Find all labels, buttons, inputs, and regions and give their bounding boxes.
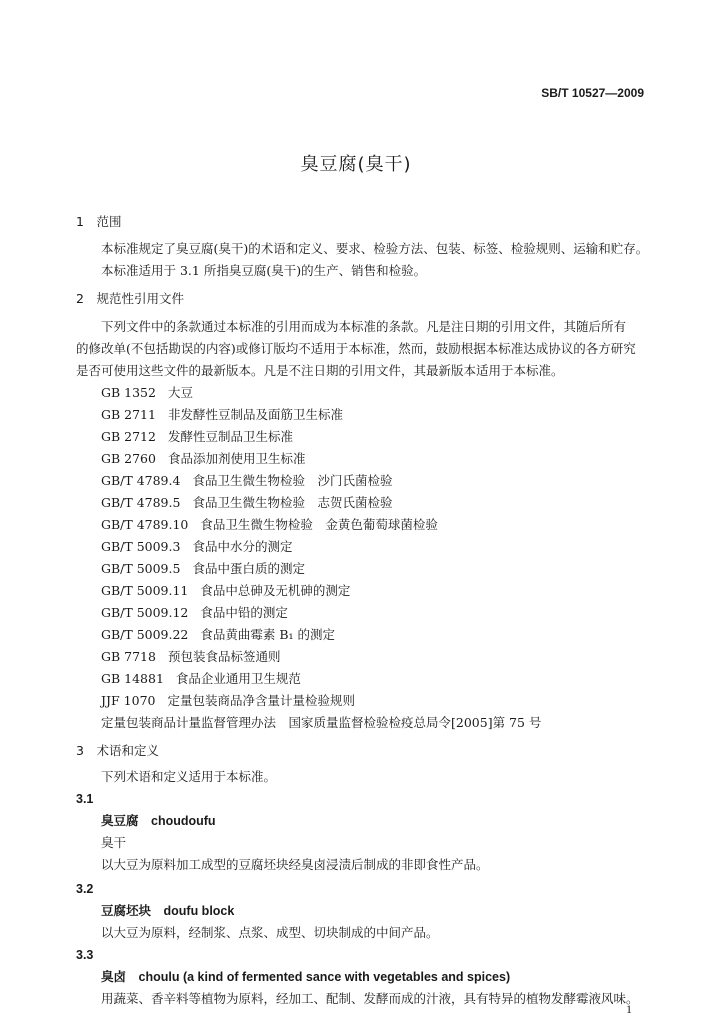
reference-code: JJF 1070	[101, 693, 156, 708]
scope-line-2: 本标准适用于 3.1 所指臭豆腐(臭干)的生产、销售和检验。	[101, 263, 427, 278]
reference-title: 食品卫生微生物检验 金黄色葡萄球菌检验	[200, 517, 438, 532]
reference-item	[101, 384, 193, 402]
reference-item	[101, 604, 288, 622]
reference-title: 食品卫生微生物检验 沙门氏菌检验	[192, 473, 393, 488]
reference-item	[101, 516, 438, 534]
reference-title: 食品添加剂使用卫生标准	[167, 451, 306, 466]
reference-item	[101, 670, 301, 688]
section-2-heading: 2 规范性引用文件	[76, 291, 184, 306]
reference-code: GB 2760	[101, 451, 156, 466]
reference-title: 定量包装商品净含量计量检验规则	[167, 693, 355, 708]
reference-code: GB 2712	[101, 429, 156, 444]
reference-code: GB 1352	[101, 385, 156, 400]
term-heading: 豆腐坯块 doufu block	[101, 904, 235, 918]
reference-title: 食品卫生微生物检验 志贺氏菌检验	[192, 495, 393, 510]
term-number: 3.3	[76, 948, 94, 962]
section-1-heading: 1 范围	[76, 214, 122, 229]
term-alias: 臭干	[101, 835, 127, 850]
reference-code: GB/T 4789.5	[101, 495, 181, 510]
terms-intro: 下列术语和定义适用于本标准。	[101, 769, 277, 784]
reference-title: 食品企业通用卫生规范	[175, 671, 301, 686]
reference-item	[101, 582, 350, 600]
standard-number: SB/T 10527—2009	[541, 86, 644, 100]
term-heading: 臭豆腐 choudoufu	[101, 814, 216, 828]
reference-title: 食品中蛋白质的测定	[192, 561, 305, 576]
reference-title: 食品中总砷及无机砷的测定	[200, 583, 351, 598]
reference-code: GB 2711	[101, 407, 156, 422]
term-number: 3.1	[76, 792, 94, 806]
reference-item	[101, 472, 392, 490]
reference-item	[101, 538, 292, 556]
reference-title: 食品中水分的测定	[192, 539, 293, 554]
normative-intro-line-2: 的修改单(不包括勘误的内容)或修订版均不适用于本标准，然而，鼓励根据本标准达成协议的各方研究	[76, 341, 636, 356]
reference-title: 非发酵性豆制品及面筋卫生标准	[167, 407, 343, 422]
reference-code: GB/T 5009.5	[101, 561, 181, 576]
reference-code: GB/T 4789.4	[101, 473, 181, 488]
reference-code: GB/T 5009.3	[101, 539, 181, 554]
normative-intro-line-3: 是否可使用这些文件的最新版本。凡是不注日期的引用文件，其最新版本适用于本标准。	[76, 363, 564, 378]
reference-regulation: 定量包装商品计量监督管理办法 国家质量监督检验检疫总局令[2005]第 75 号	[101, 715, 542, 730]
reference-title: 发酵性豆制品卫生标准	[167, 429, 293, 444]
reference-item	[101, 450, 305, 468]
reference-item	[101, 494, 392, 512]
term-definition: 以大豆为原料加工成型的豆腐坯块经臭卤浸渍后制成的非即食性产品。	[101, 857, 489, 872]
scope-line-1: 本标准规定了臭豆腐(臭干)的术语和定义、要求、检验方法、包装、标签、检验规则、运输和贮存。	[101, 241, 649, 256]
reference-title: 食品中铅的测定	[200, 605, 288, 620]
reference-title: 食品黄曲霉素 B₁ 的测定	[200, 627, 336, 642]
reference-item	[101, 692, 355, 710]
reference-code: GB/T 5009.12	[101, 605, 189, 620]
reference-code: GB 7718	[101, 649, 156, 664]
reference-code: GB/T 5009.11	[101, 583, 189, 598]
term-definition: 用蔬菜、香辛料等植物为原料，经加工、配制、发酵而成的汁液，具有特异的植物发酵霉液风味。	[101, 991, 639, 1006]
reference-code: GB 14881	[101, 671, 164, 686]
document-title: 臭豆腐(臭干)	[300, 154, 412, 175]
term-heading: 臭卤 choulu (a kind of fermented sance with vegetables and spices)	[101, 970, 511, 984]
reference-code: GB/T 4789.10	[101, 517, 189, 532]
reference-item	[101, 626, 335, 644]
term-definition: 以大豆为原料，经制浆、点浆、成型、切块制成的中间产品。	[101, 925, 439, 940]
reference-item	[101, 560, 305, 578]
reference-item	[101, 428, 293, 446]
reference-code: GB/T 5009.22	[101, 627, 189, 642]
page-number: 1	[626, 1002, 632, 1016]
reference-title: 预包装食品标签通则	[167, 649, 281, 664]
reference-item	[101, 406, 343, 424]
normative-intro-line-1: 下列文件中的条款通过本标准的引用而成为本标准的条款。凡是注日期的引用文件，其随后所有	[101, 319, 627, 334]
term-number: 3.2	[76, 882, 94, 896]
section-3-heading: 3 术语和定义	[76, 743, 159, 758]
reference-item	[101, 648, 280, 666]
reference-title: 大豆	[167, 385, 193, 400]
